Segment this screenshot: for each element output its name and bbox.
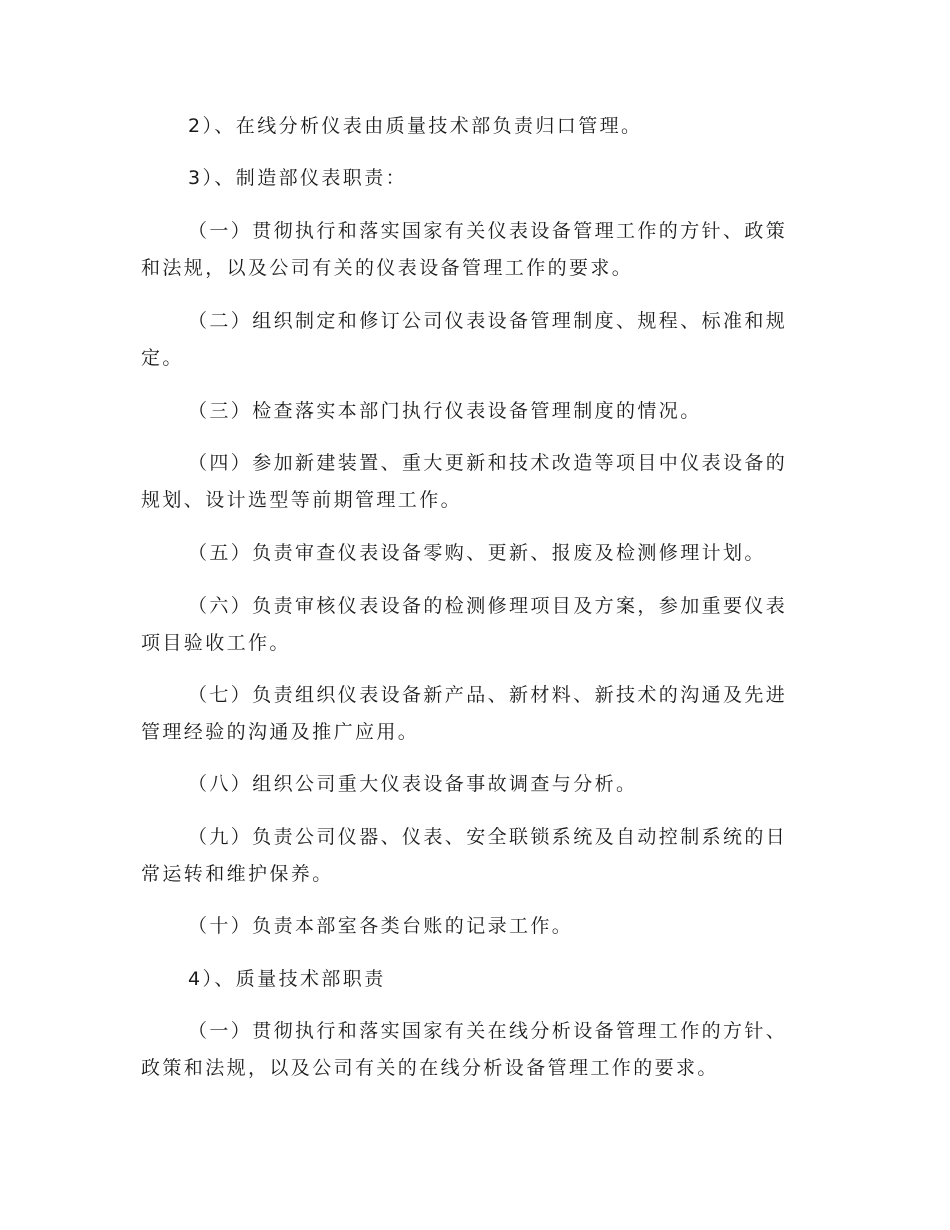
- paragraph-item-1: [141, 213, 801, 287]
- paragraph-line: 项目验收工作。: [141, 632, 291, 654]
- paragraph-heading-manufacturing: [141, 160, 801, 197]
- paragraph-line: 政策和法规，以及公司有关的在线分析设备管理工作的要求。: [141, 1057, 719, 1079]
- paragraph-line: （八）组织公司重大仪表设备事故调查与分析。: [188, 773, 638, 795]
- paragraph-line: （六）负责审核仪表设备的检测修理项目及方案，参加重要仪表: [188, 595, 788, 617]
- paragraph-heading-quality: [141, 961, 801, 998]
- paragraph-line: （十）负责本部室各类台账的记录工作。: [188, 915, 574, 937]
- paragraph-line: （一）贯彻执行和落实国家有关仪表设备管理工作的方针、政策: [188, 220, 788, 242]
- paragraph-line: 常运转和维护保养。: [141, 863, 334, 885]
- paragraph-line: 3）、制造部仪表职责：: [188, 167, 407, 189]
- paragraph-line: 2）、在线分析仪表由质量技术部负责归口管理。: [188, 115, 643, 137]
- paragraph-line: （七）负责组织仪表设备新产品、新材料、新技术的沟通及先进: [188, 684, 788, 706]
- paragraph-item-9: [141, 819, 801, 893]
- paragraph-online-analysis: [141, 108, 801, 145]
- paragraph-line: 4）、质量技术部职责: [188, 968, 386, 990]
- paragraph-item-4: [141, 445, 801, 519]
- paragraph-line: （四）参加新建装置、重大更新和技术改造等项目中仪表设备的: [188, 452, 788, 474]
- paragraph-item-3: [141, 393, 801, 430]
- paragraph-item-7: [141, 677, 801, 751]
- paragraph-line: （一）贯彻执行和落实国家有关在线分析设备管理工作的方针、: [188, 1020, 788, 1042]
- paragraph-quality-item-1: [141, 1013, 801, 1087]
- paragraph-line: （三）检查落实本部门执行仪表设备管理制度的情况。: [188, 400, 702, 422]
- paragraph-line: 规划、设计选型等前期管理工作。: [141, 489, 463, 511]
- paragraph-line: 定。: [141, 347, 184, 369]
- paragraph-item-6: [141, 588, 801, 662]
- paragraph-item-10: [141, 908, 801, 945]
- paragraph-line: （二）组织制定和修订公司仪表设备管理制度、规程、标准和规: [188, 310, 788, 332]
- paragraph-line: 和法规，以及公司有关的仪表设备管理工作的要求。: [141, 257, 634, 279]
- paragraph-item-8: [141, 766, 801, 803]
- paragraph-item-5: [141, 535, 801, 572]
- paragraph-item-2: [141, 303, 801, 377]
- paragraph-line: （五）负责审查仪表设备零购、更新、报废及检测修理计划。: [188, 542, 766, 564]
- paragraph-line: 管理经验的沟通及推广应用。: [141, 721, 420, 743]
- paragraph-line: （九）负责公司仪器、仪表、安全联锁系统及自动控制系统的日: [188, 826, 788, 848]
